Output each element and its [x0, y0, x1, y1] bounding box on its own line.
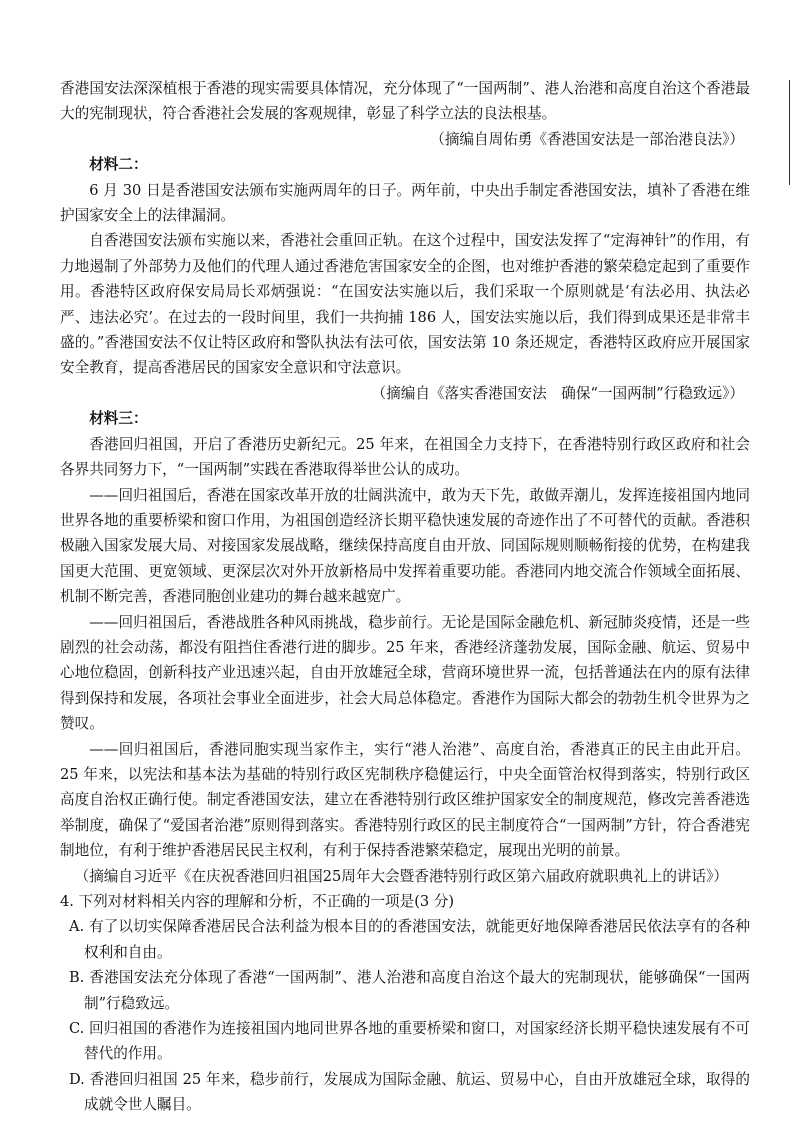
option-b-text: 香港国安法充分体现了香港“一国两制”、港人治港和高度自治这个最大的宪制现状，能够确保“一国两制”行稳致远。 — [84, 969, 751, 1012]
material2-paragraph-1: 6 月 30 日是香港国安法颁布实施两周年的日子。两年前，中央出手制定香港国安法，填补了香港在维护国家安全上的法律漏洞。 — [60, 181, 750, 225]
option-c — [60, 1016, 750, 1067]
scan-edge-line — [789, 80, 791, 185]
material3-heading: 材料三： — [89, 410, 148, 428]
question-stem: 4. 下列对材料相关内容的理解和分析，不正确的一项是(3 分) — [60, 893, 455, 910]
option-d-text: 香港回归祖国 25 年来，稳步前行，发展成为国际金融、航运、贸易中心，自由开放雄冠全球，取得的成就令世人瞩目。 — [84, 1070, 751, 1114]
option-a — [60, 914, 750, 965]
material3-paragraph-3: ——回归祖国后，香港战胜各种风雨挑战，稳步前行。无论是国际金融危机、新冠肺炎疫情，还是一些剧烈的社会动荡，都没有阻挡住香港行进的脚步。25 年来，香港经济蓬勃发展，国际金融、航运、贸易中心地位稳固，创新科技产业迅速兴起，自由开放雄冠全球，营商环境世界一流，包括普通法在内的原有法律得到保持和发展，各项社会事业全面进步，社会大局总体稳定。香港作为国际大都会的勃勃生机令世界为之赞叹。 — [60, 613, 750, 733]
intro-paragraph: 香港国安法深深植根于香港的现实需要具体情况，充分体现了“一国两制”、港人治港和高度自治这个香港最大的宪制现状，符合香港社会发展的客观规律，彰显了科学立法的良法根基。 — [60, 80, 750, 123]
intro-source: （摘编自周佑勇《香港国安法是一部治港良法》） — [430, 130, 744, 148]
material3-paragraph-1: 香港回归祖国，开启了香港历史新纪元。25 年来，在祖国全力支持下，在香港特别行政区政府和社会各界共同努力下，“一国两制”实践在香港取得举世公认的成功。 — [60, 435, 750, 479]
option-c-text: 回归祖国的香港作为连接祖国内地同世界各地的重要桥梁和窗口，对国家经济长期平稳快速发展有不可替代的作用。 — [84, 1020, 751, 1063]
material3-source: （摘编自习近平《在庆祝香港回归祖国25周年大会暨香港特别行政区第六届政府就职典礼上的讲话》） — [74, 867, 728, 885]
material3-paragraph-2: ——回归祖国后，香港在国家改革开放的壮阔洪流中，敢为天下先，敢做弄潮儿，发挥连接祖国内地同世界各地的重要桥梁和窗口作用，为祖国创造经济长期平稳快速发展的奇迹作出了不可替代的贡献。香港积极融入国家发展大局、对接国家发展战略，继续保持高度自由开放、同国际规则顺畅衔接的优势，在构建我国更大范围、更宽领域、更深层次对外开放新格局中发挥着重要功能。香港同内地交流合作领域全面拓展、机制不断完善，香港同胞创业建功的舞台越来越宽广。 — [60, 486, 750, 606]
material2-paragraph-2: 自香港国安法颁布实施以来，香港社会重回正轨。在这个过程中，国安法发挥了“定海神针”的作用，有力地遏制了外部势力及他们的代理人通过香港危害国家安全的企图，也对维护香港的繁荣稳定起到了重要作用。香港特区政府保安局局长邓炳强说：“在国安法实施以后，我们采取一个原则就是‘有法必用、执法必严、违法必究’。在过去的一段时间里，我们一共拘捕 186 人，国安法实施以后，我们得到成果还是非常丰盛的。”香港国安法不仅让特区政府和警队执法有法可依，国安法第 10 条还规定，香港特区政府应开展国家安全教育，提高香港居民的国家安全意识和守法意识。 — [60, 232, 750, 377]
option-b-letter: B. — [69, 969, 85, 987]
option-d — [60, 1067, 750, 1118]
material2-heading: 材料二： — [89, 156, 148, 174]
option-a-text: 有了以切实保障香港居民合法利益为根本目的的香港国安法，就能更好地保障香港居民依法享有的各种权利和自由。 — [84, 918, 750, 961]
option-c-letter: C. — [69, 1020, 85, 1038]
option-d-letter: D. — [69, 1070, 85, 1088]
material3-paragraph-4: ——回归祖国后，香港同胞实现当家作主，实行“港人治港”、高度自治，香港真正的民主由此开启。25 年来，以宪法和基本法为基础的特别行政区宪制秩序稳健运行，中央全面管治权得到落实，特别行政区高度自治权正确行使。制定香港国安法，建立在香港特别行政区维护国家安全的制度规范，修改完善香港选举制度，确保了“爱国者治港”原则得到落实。香港特别行政区的民主制度符合“一国两制”方针，符合香港宪制地位，有利于维护香港居民民主权利，有利于保持香港繁荣稳定，展现出光明的前景。 — [60, 740, 750, 860]
option-b — [60, 965, 750, 1016]
material2-source: （摘编自《落实香港国安法 确保“一国两制”行稳致远》） — [371, 384, 744, 402]
option-a-letter: A. — [69, 918, 85, 936]
